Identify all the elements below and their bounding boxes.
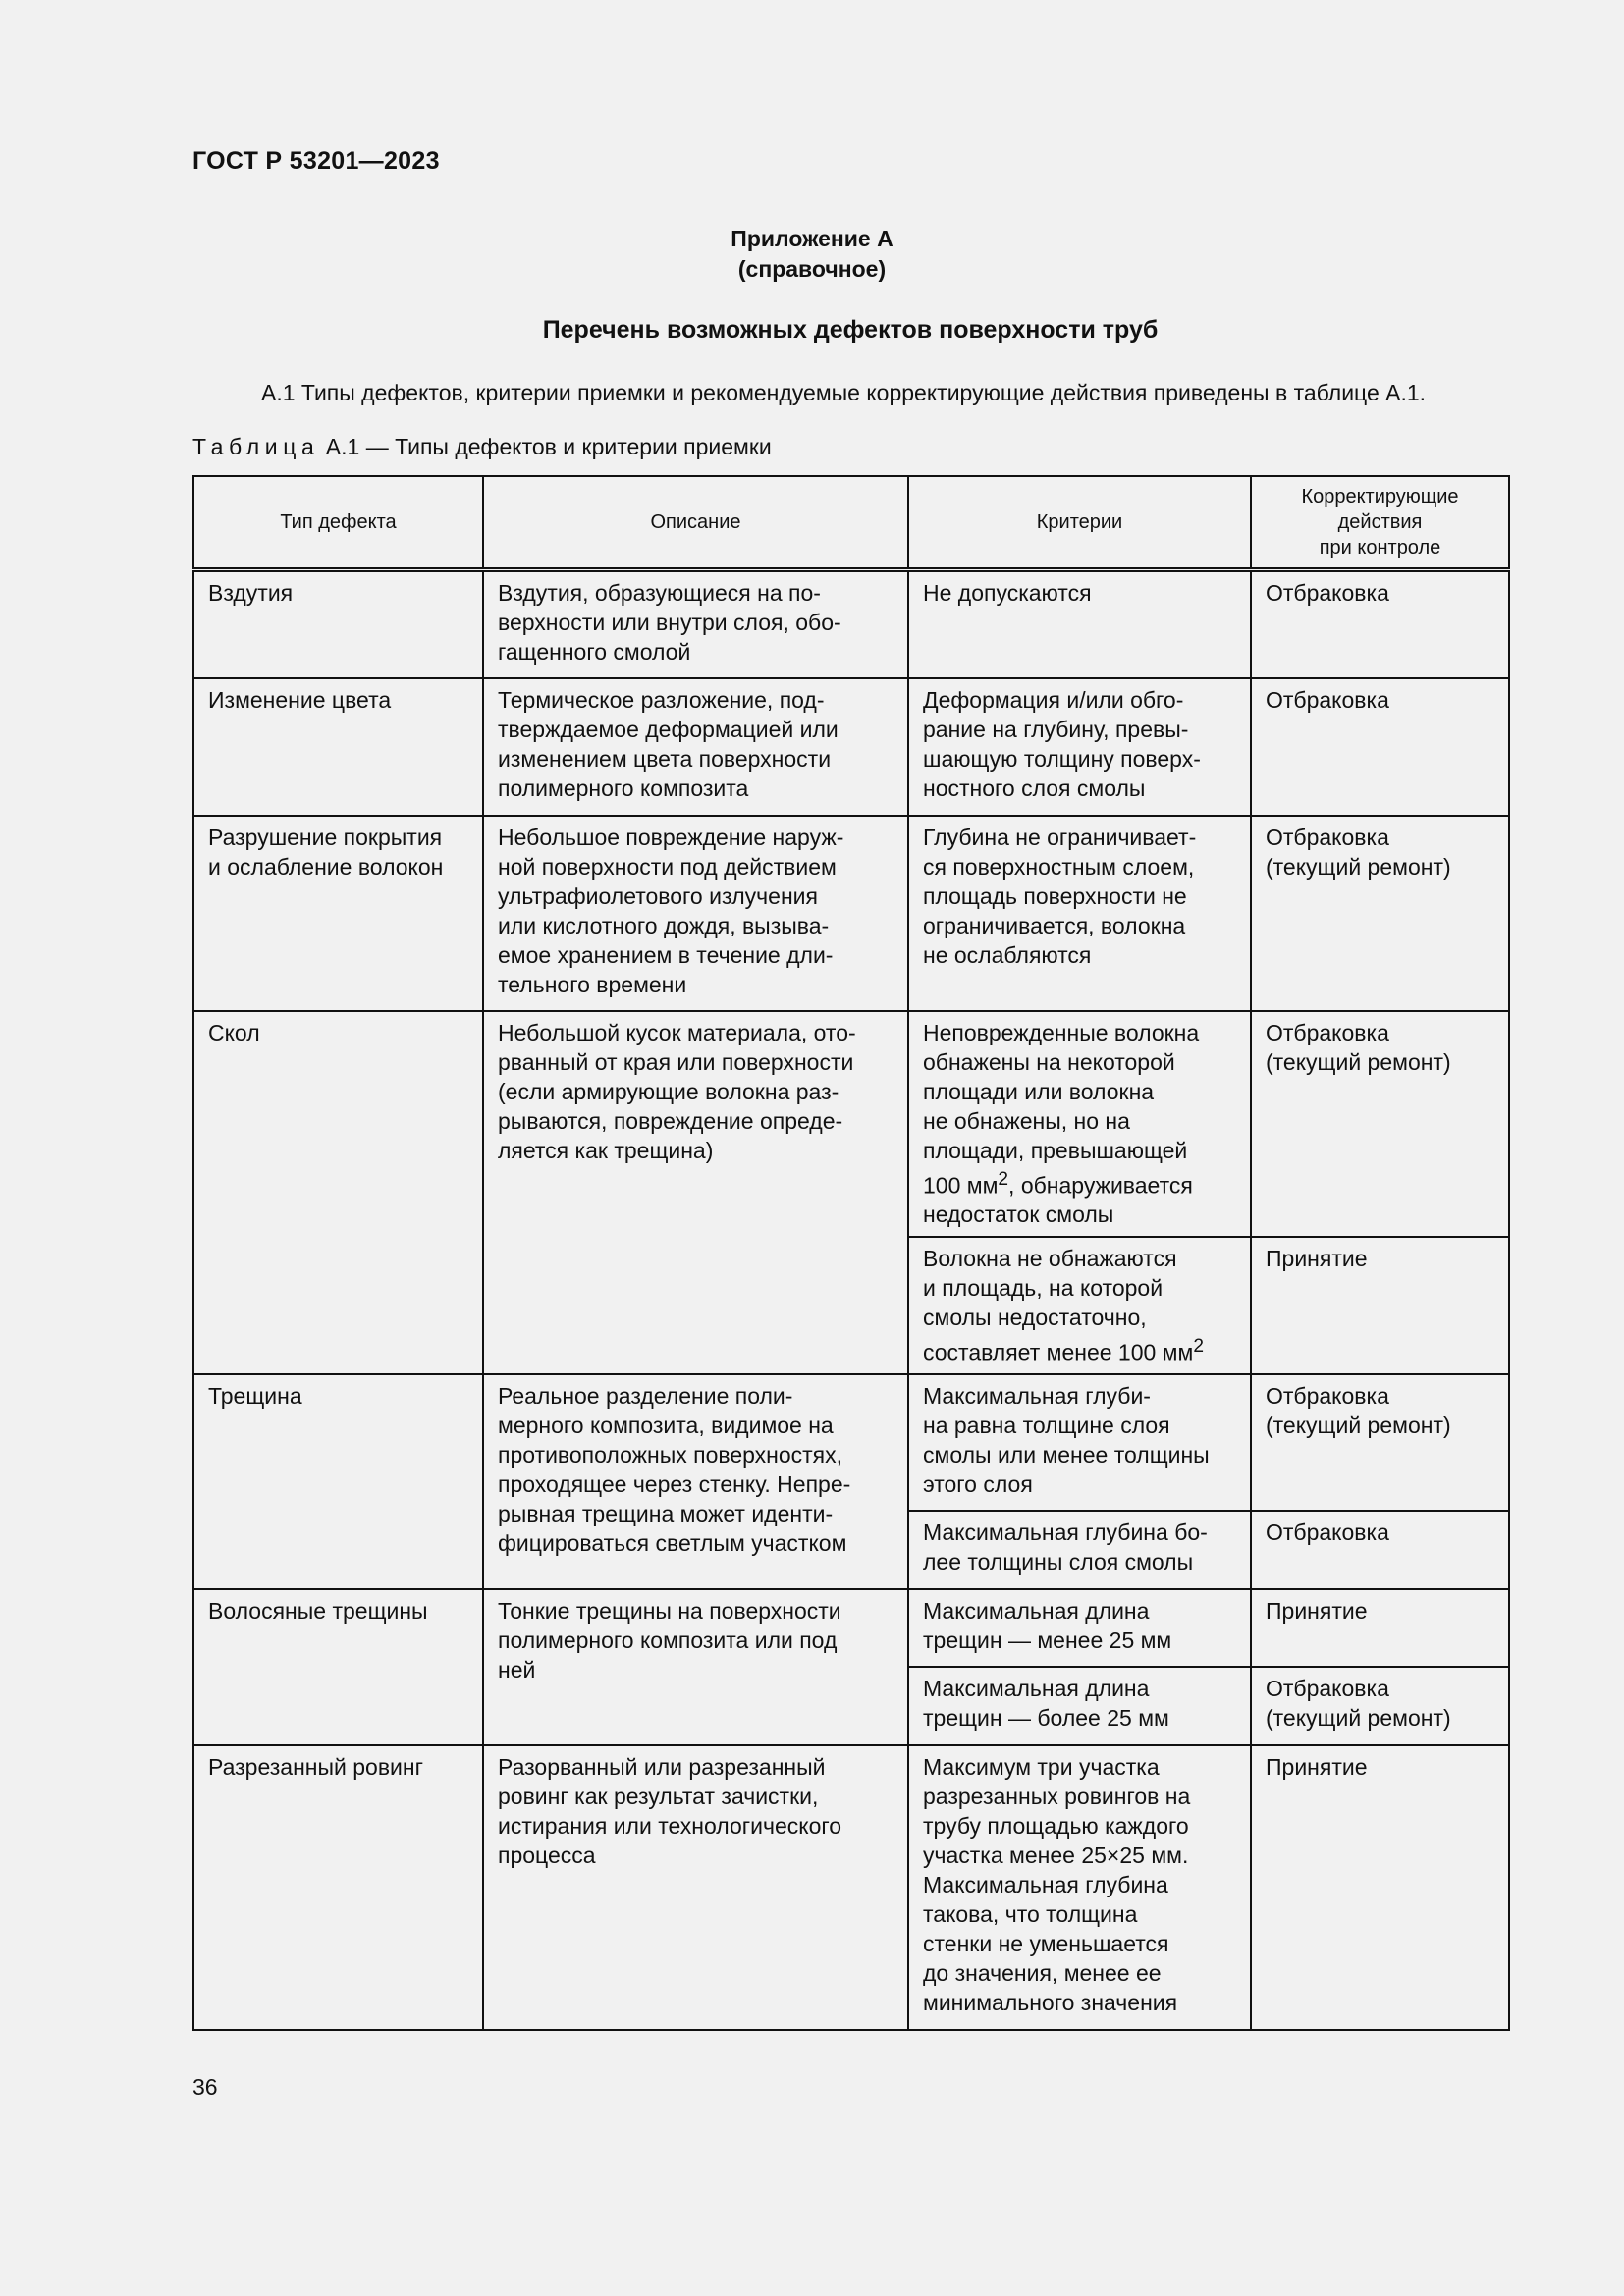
cell-description: Небольшой кусок материала, ото- рванный от края или поверхности (если армирующие волокна раз- рываются, повреждение опреде- ляется как трещина) <box>483 1011 908 1374</box>
cell-criteria: Максимальная глуби- на равна толщине слоя смолы или менее толщины этого слоя <box>908 1374 1251 1511</box>
cell-action: Отбраковка <box>1251 1511 1509 1589</box>
criteria-text: Волокна не обнажаются и площадь, на которой смолы недостаточно, составляет менее 100 мм <box>923 1245 1194 1365</box>
cell-action: Отбраковка (текущий ремонт) <box>1251 1667 1509 1745</box>
criteria-text: , обнаруживается недостаток смолы <box>923 1172 1193 1228</box>
cell-criteria: Максимальная длина трещин — более 25 мм <box>908 1667 1251 1745</box>
page-number: 36 <box>192 2074 218 2100</box>
table-row <box>193 1374 1509 1511</box>
table-row <box>193 570 1509 678</box>
cell-description: Тонкие трещины на поверхности полимерного композита или под ней <box>483 1589 908 1745</box>
cell-criteria <box>908 1237 1251 1374</box>
cell-action: Принятие <box>1251 1589 1509 1667</box>
cell-criteria: Максимальная длина трещин — менее 25 мм <box>908 1589 1251 1667</box>
table-header-row <box>193 476 1509 570</box>
cell-description: Небольшое повреждение наруж- ной поверхности под действием ультрафиолетового излучения или кислотного дождя, вызыва- емое хранением в течение дли- тельного времени <box>483 816 908 1011</box>
cell-action: Принятие <box>1251 1237 1509 1374</box>
cell-description: Термическое разложение, под- тверждаемое деформацией или изменением цвета поверхности полимерного композита <box>483 678 908 816</box>
table-caption-text: А.1 — Типы дефектов и критерии приемки <box>325 434 772 459</box>
header-description: Описание <box>483 476 908 570</box>
cell-defect-type: Разрушение покрытия и ослабление волокон <box>193 816 483 1011</box>
cell-action: Отбраковка (текущий ремонт) <box>1251 1011 1509 1237</box>
cell-defect-type: Вздутия <box>193 570 483 678</box>
cell-criteria: Максимальная глубина бо- лее толщины слоя смолы <box>908 1511 1251 1589</box>
cell-criteria: Глубина не ограничивает- ся поверхностным слоем, площадь поверхности не ограничивается, волокна не ослабляются <box>908 816 1251 1011</box>
header-defect-type: Тип дефекта <box>193 476 483 570</box>
cell-action: Принятие <box>1251 1745 1509 2030</box>
table-caption <box>192 434 772 460</box>
table-row <box>193 1011 1509 1237</box>
cell-defect-type: Волосяные трещины <box>193 1589 483 1745</box>
cell-description: Реальное разделение поли- мерного композита, видимое на противоположных поверхностях, проходящее через стенку. Непре- рывная трещина может иденти- фицироваться светлым участком <box>483 1374 908 1589</box>
superscript: 2 <box>998 1168 1009 1190</box>
defects-table <box>192 475 1510 2031</box>
cell-action: Отбраковка (текущий ремонт) <box>1251 816 1509 1011</box>
section-title: Перечень возможных дефектов поверхности труб <box>542 316 1159 344</box>
header-criteria: Критерии <box>908 476 1251 570</box>
appendix-subtitle: (справочное) <box>737 256 887 282</box>
table-row <box>193 1589 1509 1667</box>
intro-paragraph: А.1 Типы дефектов, критерии приемки и рекомендуемые корректирующие действия приведены в таблице А.1. <box>261 380 1427 405</box>
cell-defect-type: Изменение цвета <box>193 678 483 816</box>
table-caption-prefix: Таблица <box>192 434 320 459</box>
cell-action: Отбраковка <box>1251 678 1509 816</box>
cell-criteria: Максимум три участка разрезанных ровингов на трубу площадью каждого участка менее 25×25 мм. Максимальная глубина такова, что толщина стенки не уменьшается до значения, менее ее минимального значения <box>908 1745 1251 2030</box>
cell-criteria <box>908 1011 1251 1237</box>
cell-criteria: Деформация и/или обго- рание на глубину, превы- шающую толщину поверх- ностного слоя смолы <box>908 678 1251 816</box>
cell-defect-type: Разрезанный ровинг <box>193 1745 483 2030</box>
criteria-text: Неповрежденные волокна обнажены на некоторой площади или волокна не обнажены, но на площади, превышающей 100 мм <box>923 1019 1200 1199</box>
header-actions: Корректирующие действия при контроле <box>1251 476 1509 570</box>
cell-description: Вздутия, образующиеся на по- верхности или внутри слоя, обо- гащенного смолой <box>483 570 908 678</box>
cell-defect-type: Скол <box>193 1011 483 1374</box>
cell-action: Отбраковка <box>1251 570 1509 678</box>
table-row <box>193 678 1509 816</box>
cell-defect-type: Трещина <box>193 1374 483 1589</box>
table-row <box>193 1745 1509 2030</box>
cell-action: Отбраковка (текущий ремонт) <box>1251 1374 1509 1511</box>
table-row <box>193 816 1509 1011</box>
cell-criteria: Не допускаются <box>908 570 1251 678</box>
cell-description: Разорванный или разрезанный ровинг как результат зачистки, истирания или технологического процесса <box>483 1745 908 2030</box>
document-code: ГОСТ Р 53201—2023 <box>192 147 440 175</box>
appendix-title: Приложение А <box>731 226 893 251</box>
superscript: 2 <box>1193 1335 1204 1357</box>
